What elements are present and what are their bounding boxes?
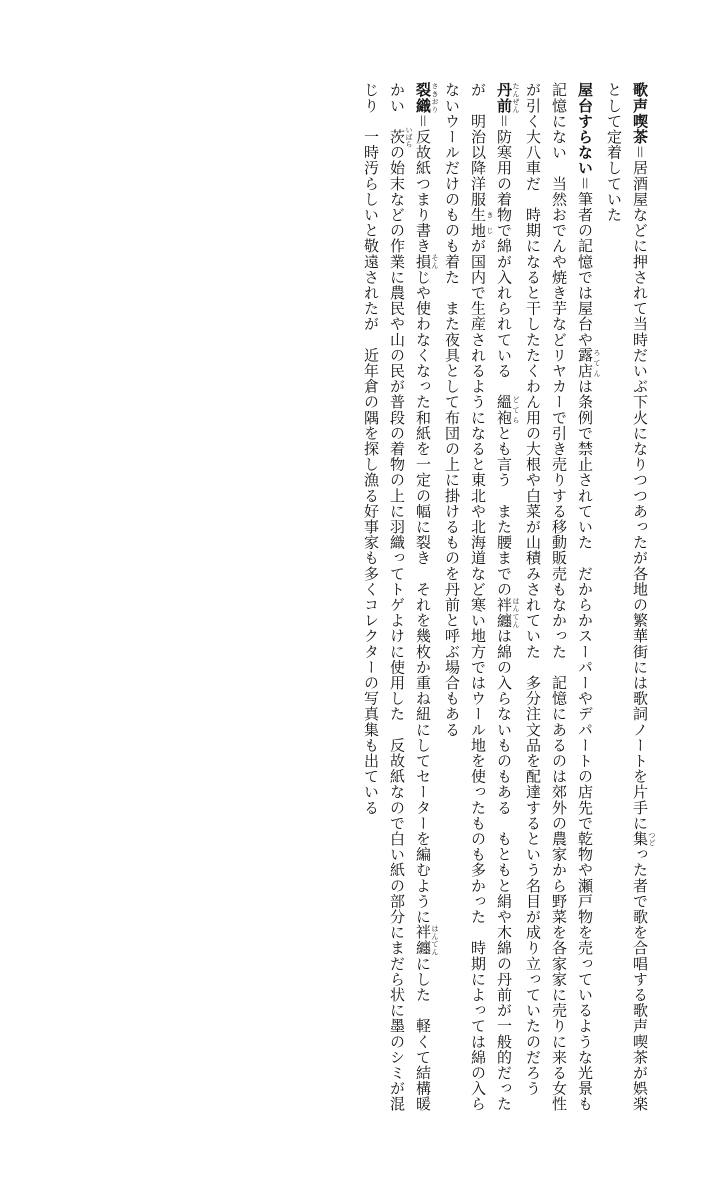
body-text: の始末などの作業に農民や山の民が普段の着物の上に羽織ってトゲよけに使用した 反故紙なので白い紙の部分にまだら状に墨のシミが混じり 一時汚らしいと敬遠されたが 近年倉の隅を探し漁る好事家も多くコレクターの写真集も出ている bbox=[362, 82, 406, 1112]
ruby-annotation: 縕袍 どてら bbox=[495, 394, 520, 426]
ruby-annotation: 茨 いばら bbox=[388, 126, 413, 148]
body-text: とも言う また腰までの bbox=[495, 425, 513, 597]
glossary-term: 歌声喫茶 bbox=[631, 82, 649, 145]
glossary-term: 屋台すらない bbox=[576, 82, 594, 176]
ruby-annotation: 生地 きじ bbox=[469, 206, 494, 239]
glossary-entry bbox=[520, 82, 601, 1122]
body-text: は綿の入らないものもある もともと絹や木綿の丹前が一般的だったが 明治以降洋服 bbox=[469, 82, 513, 1112]
term-ruby: 裂織 さきおり bbox=[414, 82, 439, 114]
body-text: った者で歌を合唱する歌声喫茶が娯楽として定着していた bbox=[605, 82, 649, 1112]
equals-sign: ＝ bbox=[631, 144, 649, 161]
equals-sign: ＝ bbox=[414, 113, 432, 129]
ruby-annotation: 袢纏 はんてん bbox=[414, 924, 439, 956]
equals-sign: ＝ bbox=[495, 113, 513, 129]
body-text: じや使わなくなった和紙を一定の幅に裂き それを幾枚か重ね紐にしてセーターを編むように bbox=[414, 269, 432, 925]
glossary-term bbox=[414, 82, 439, 114]
body-text: 居酒屋などに押されて当時だいぶ下火になりつつあったが各地の繁華街には歌詞ノートを片手に bbox=[631, 160, 649, 831]
body-text: 反故紙つまり書き bbox=[414, 128, 432, 254]
body-text: にした 軽くて結構暖かい bbox=[388, 82, 432, 1112]
glossary-entry bbox=[358, 82, 439, 1122]
equals-sign: ＝ bbox=[576, 175, 594, 192]
body-text: は条例で禁止されていた だからかスーパーやデパートの店先で乾物や瀬戸物を売っているような光景も記憶にない 当然おでんや焼き芋などリヤカーで引き売りする移動販売もなかった 記憶にあるのは郊外の農家から野菜を各家家に売りに来る女性が引く大八車だ 時期になると干したたくわん用の大根や白菜が山積みされていた 多分注文品を配達するという名目が成り立っていたのだろう bbox=[524, 82, 594, 1112]
ruby-annotation: 損 そん bbox=[414, 253, 439, 270]
glossary-entry bbox=[439, 82, 520, 1122]
ruby-annotation: 集 つど bbox=[631, 830, 656, 847]
glossary-text bbox=[358, 82, 656, 1122]
glossary-term bbox=[495, 82, 520, 114]
ruby-annotation: 露店 ろてん bbox=[576, 347, 601, 379]
body-text: 筆者の記憶では屋台や bbox=[576, 191, 594, 348]
body-text: が国内で生産されるようになると東北や北海道など寒い地方ではウール地を使ったものも多かった 時期によっては綿の入らないウールだけのものも着た また夜具として布団の上に掛けるものを丹前と呼ぶ場合もある bbox=[443, 82, 487, 1112]
term-ruby: 丹前 たんぜん bbox=[495, 82, 520, 114]
ruby-annotation: 袢纏 はんてん bbox=[495, 596, 520, 629]
glossary-entry bbox=[601, 82, 656, 1122]
body-text: 防寒用の着物で綿が入れられている bbox=[495, 128, 513, 395]
